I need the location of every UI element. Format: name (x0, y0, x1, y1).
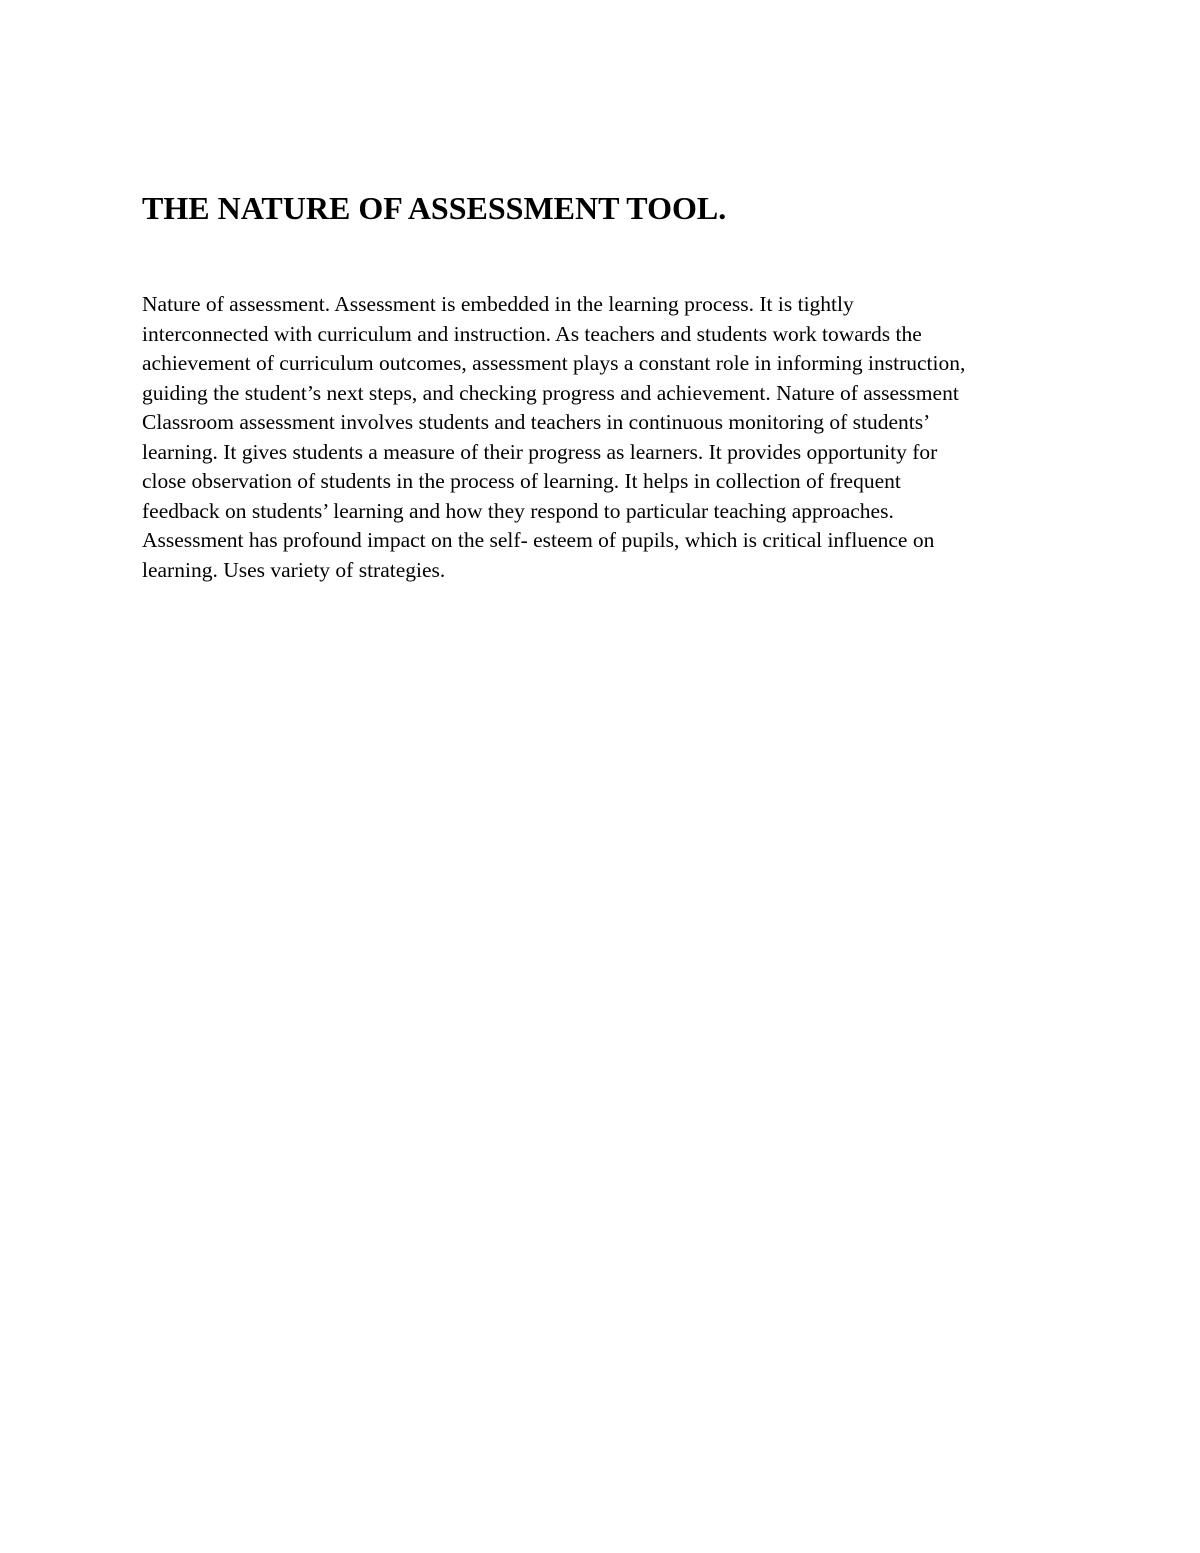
paragraph-line: learning. Uses variety of strategies. (142, 557, 446, 582)
paragraph-line: close observation of students in the process of learning. It helps in collection of frequent (142, 469, 901, 493)
paragraph-line: feedback on students’ learning and how they respond to particular teaching approaches. (142, 498, 894, 523)
paragraph-line: learning. It gives students a measure of their progress as learners. It provides opportunity for (142, 439, 938, 464)
paragraph-line: Assessment has profound impact on the self- esteem of pupils, which is critical influence on (142, 528, 935, 552)
paragraph-line: Classroom assessment involves students and teachers in continuous monitoring of students’ (142, 410, 931, 434)
paragraph-line: guiding the student’s next steps, and checking progress and achievement. Nature of assessment (142, 380, 959, 405)
paragraph-line: interconnected with curriculum and instruction. As teachers and students work towards the (142, 321, 922, 346)
paragraph-line: Nature of assessment. Assessment is embedded in the learning process. It is tightly (142, 292, 854, 316)
body-paragraph (142, 290, 1062, 585)
paragraph-line: achievement of curriculum outcomes, assessment plays a constant role in informing instruction, (142, 351, 966, 375)
document-title: THE NATURE OF ASSESSMENT TOOL. (142, 190, 727, 226)
